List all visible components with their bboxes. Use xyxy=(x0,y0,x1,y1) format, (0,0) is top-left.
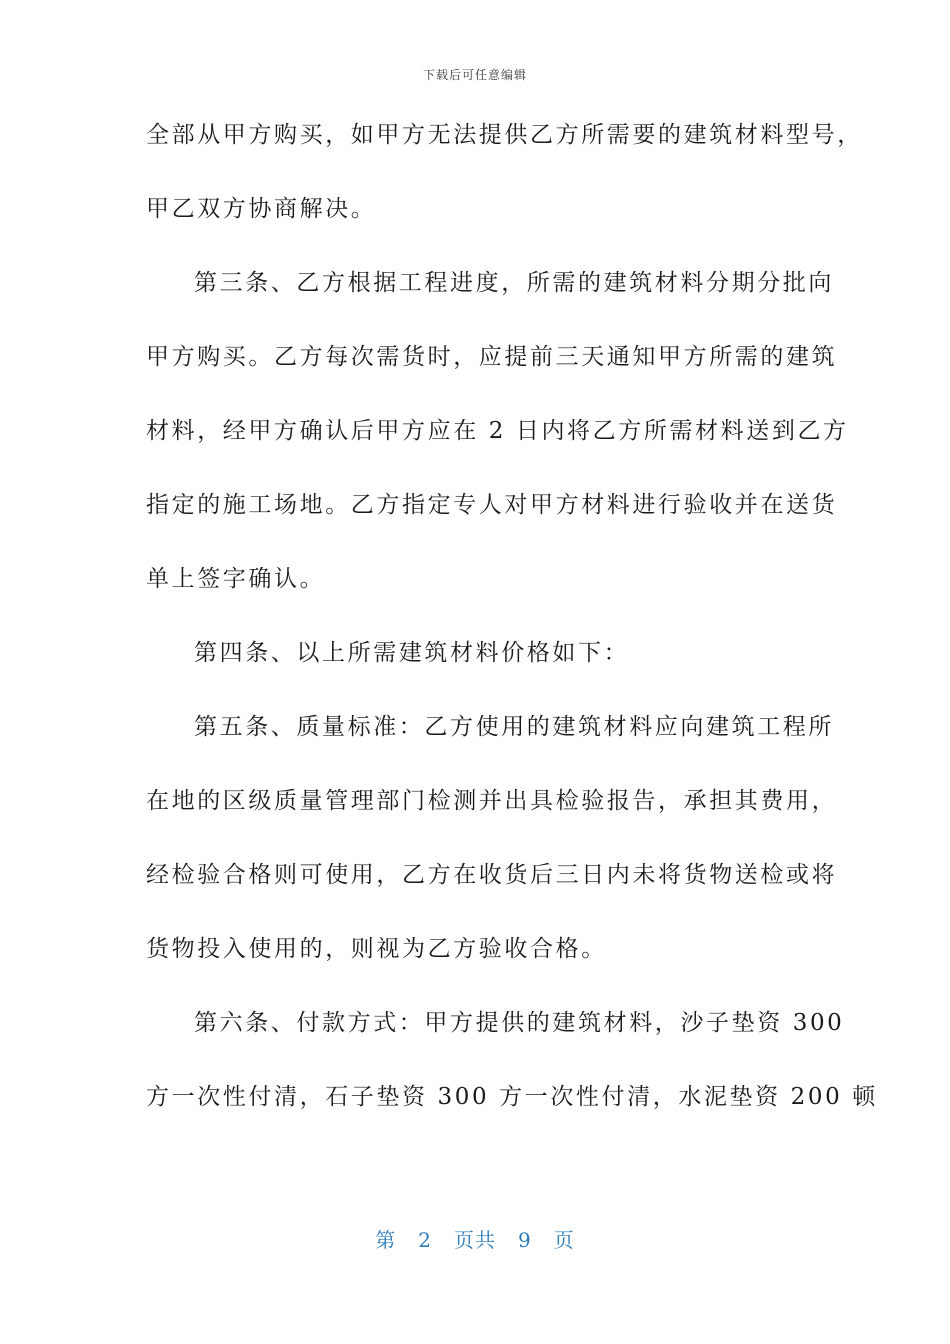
footer-middle: 页共 xyxy=(454,1228,496,1252)
footer-page-number: 2 xyxy=(418,1228,432,1252)
paragraph-line: 单上签字确认。 xyxy=(146,566,326,592)
paragraph-line: 在地的区级质量管理部门检测并出具检验报告，承担其费用， xyxy=(146,788,838,814)
paragraph-line: 第三条、乙方根据工程进度，所需的建筑材料分期分批向 xyxy=(194,270,834,296)
paragraph-line: 甲乙双方协商解决。 xyxy=(146,196,377,222)
paragraph-line: 货物投入使用的，则视为乙方验收合格。 xyxy=(146,936,607,962)
paragraph-line: 甲方购买。乙方每次需货时，应提前三天通知甲方所需的建筑 xyxy=(146,344,838,370)
footer-suffix: 页 xyxy=(553,1228,575,1252)
paragraph-line: 第六条、付款方式：甲方提供的建筑材料，沙子垫资 300 xyxy=(194,1010,845,1036)
paragraph-line: 第五条、质量标准：乙方使用的建筑材料应向建筑工程所 xyxy=(194,714,834,740)
page-footer xyxy=(0,1224,950,1253)
paragraph-line: 全部从甲方购买，如甲方无法提供乙方所需要的建筑材料型号， xyxy=(146,122,863,148)
paragraph-line: 经检验合格则可使用，乙方在收货后三日内未将货物送检或将 xyxy=(146,862,838,888)
paragraph-line: 方一次性付清，石子垫资 300 方一次性付清，水泥垫资 200 顿 xyxy=(146,1084,878,1110)
footer-total-pages: 9 xyxy=(518,1228,532,1252)
footer-prefix: 第 xyxy=(375,1228,397,1252)
paragraph-line: 指定的施工场地。乙方指定专人对甲方材料进行验收并在送货 xyxy=(146,492,838,518)
page-header: 下载后可任意编辑 xyxy=(422,68,527,82)
paragraph-line: 第四条、以上所需建筑材料价格如下： xyxy=(194,640,630,666)
paragraph-line: 材料，经甲方确认后甲方应在 2 日内将乙方所需材料送到乙方 xyxy=(146,418,849,444)
